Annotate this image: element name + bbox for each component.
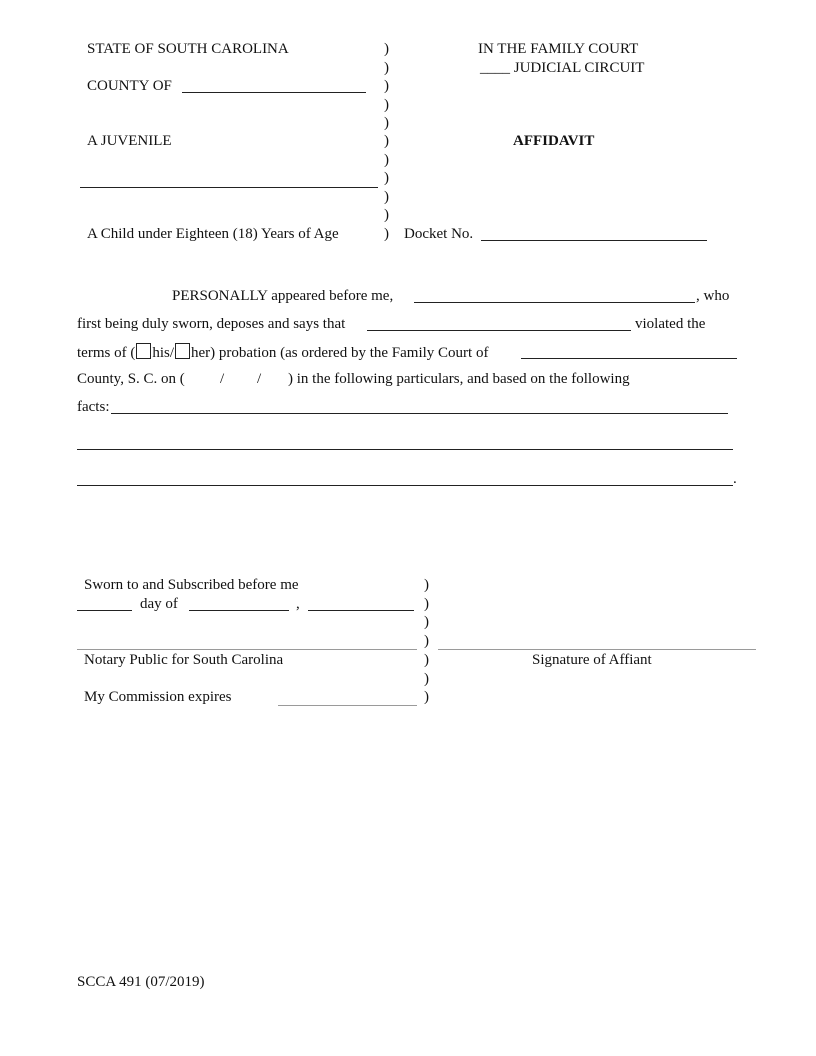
date-slash: / bbox=[220, 371, 225, 387]
caption-paren: ) bbox=[384, 115, 389, 131]
caption-paren: ) bbox=[384, 60, 389, 76]
circuit-number-field[interactable]: ____ bbox=[480, 60, 510, 76]
sworn-label: Sworn to and Subscribed before me bbox=[84, 577, 299, 593]
notary-paren: ) bbox=[424, 671, 429, 687]
facts-field-line-3[interactable] bbox=[77, 485, 733, 486]
county-field[interactable] bbox=[182, 92, 366, 93]
caption-paren: ) bbox=[384, 78, 389, 94]
county-label bbox=[87, 77, 172, 95]
notary-paren: ) bbox=[424, 633, 429, 649]
docket-label: Docket No. bbox=[404, 226, 474, 242]
body-line-1b: , who bbox=[696, 288, 730, 304]
affiant-signature-line[interactable] bbox=[438, 649, 756, 650]
child-age-label: A Child under Eighteen (18) Years of Age bbox=[87, 226, 339, 242]
caption-paren: ) bbox=[384, 97, 389, 113]
body-line-1a: PERSONALLY appeared before me, bbox=[172, 288, 394, 304]
family-court-county-field[interactable] bbox=[521, 358, 737, 359]
county-label-text: COUNTY OF bbox=[87, 78, 172, 94]
form-title: AFFIDAVIT bbox=[513, 133, 595, 149]
notary-paren: ) bbox=[424, 614, 429, 630]
caption-paren: ) bbox=[384, 170, 389, 186]
his-label: his/ bbox=[152, 345, 175, 361]
body-line-4a: County, S. C. on ( bbox=[77, 371, 185, 387]
her-checkbox[interactable] bbox=[175, 343, 190, 359]
his-checkbox[interactable] bbox=[136, 343, 151, 359]
caption-paren: ) bbox=[384, 207, 389, 223]
caption-paren: ) bbox=[384, 226, 389, 242]
date-comma: , bbox=[296, 596, 300, 612]
date-slash: / bbox=[257, 371, 262, 387]
juvenile-name-field[interactable] bbox=[80, 187, 378, 188]
facts-field-line-1[interactable] bbox=[111, 413, 728, 414]
court-label: IN THE FAMILY COURT bbox=[478, 41, 639, 57]
affiant-signature-label: Signature of Affiant bbox=[532, 652, 652, 668]
commission-expiry-field[interactable] bbox=[278, 705, 417, 706]
her-label: her) probation (as ordered by the Family Court of bbox=[191, 345, 489, 361]
circuit-label bbox=[480, 59, 644, 77]
body-line-4b: ) in the following particulars, and based on the following bbox=[288, 371, 630, 387]
officer-name-field[interactable] bbox=[414, 302, 695, 303]
state-label: STATE OF SOUTH CAROLINA bbox=[87, 41, 289, 57]
notary-paren: ) bbox=[424, 577, 429, 593]
circuit-label-text: JUDICIAL CIRCUIT bbox=[513, 60, 645, 76]
notary-public-label: Notary Public for South Carolina bbox=[84, 652, 284, 668]
notary-signature-line[interactable] bbox=[77, 649, 417, 650]
day-of-label: day of bbox=[140, 596, 178, 612]
body-line-3 bbox=[77, 343, 488, 362]
docket-number-field[interactable] bbox=[481, 240, 707, 241]
month-field[interactable] bbox=[189, 610, 289, 611]
caption-paren: ) bbox=[384, 41, 389, 57]
body-line-2a: first being duly sworn, deposes and says that bbox=[77, 316, 346, 332]
day-field[interactable] bbox=[77, 610, 132, 611]
notary-paren: ) bbox=[424, 596, 429, 612]
caption-paren: ) bbox=[384, 133, 389, 149]
commission-label: My Commission expires bbox=[84, 689, 232, 705]
form-id: SCCA 491 (07/2019) bbox=[77, 974, 205, 990]
facts-label: facts: bbox=[77, 399, 110, 415]
juvenile-label: A JUVENILE bbox=[87, 133, 172, 149]
body-line-2b: violated the bbox=[635, 316, 706, 332]
notary-paren: ) bbox=[424, 652, 429, 668]
notary-paren: ) bbox=[424, 689, 429, 705]
year-field[interactable] bbox=[308, 610, 414, 611]
caption-paren: ) bbox=[384, 152, 389, 168]
facts-end-period: . bbox=[733, 471, 737, 487]
juvenile-field[interactable] bbox=[367, 330, 631, 331]
body-line-3a: terms of ( bbox=[77, 345, 136, 361]
caption-paren: ) bbox=[384, 189, 389, 205]
facts-field-line-2[interactable] bbox=[77, 449, 733, 450]
